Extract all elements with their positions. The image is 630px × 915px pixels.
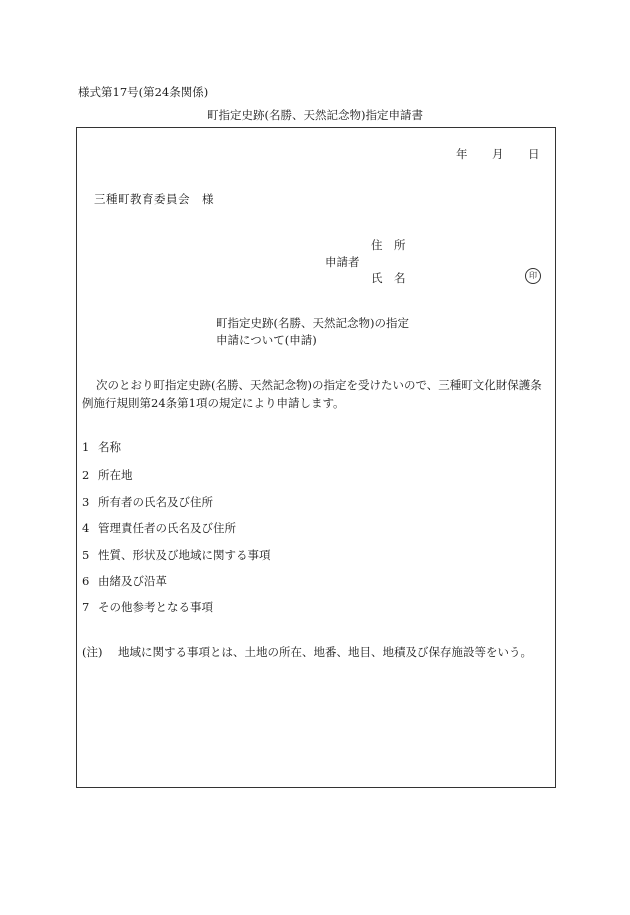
addressee: 三種町教育委員会 様 <box>94 192 214 206</box>
name-label: 氏 名 <box>371 271 406 285</box>
item-label: 所在地 <box>98 468 133 482</box>
item-label: 所有者の氏名及び住所 <box>98 495 213 509</box>
body-text-line-1: 次のとおり町指定史跡(名勝、天然記念物)の指定を受けたいので、三種町文化財保護条 <box>96 378 542 392</box>
item-label: 由緒及び沿革 <box>98 574 167 588</box>
item-label: その他参考となる事項 <box>98 600 213 614</box>
item-number: 7 <box>82 600 90 614</box>
subject-line-1: 町指定史跡(名勝、天然記念物)の指定 <box>216 316 409 330</box>
list-item-manager <box>82 523 236 535</box>
item-label: 管理責任者の氏名及び住所 <box>98 521 236 535</box>
date-month-label: 月 <box>492 147 504 161</box>
date-day-label: 日 <box>528 147 540 161</box>
list-item-owner <box>82 497 213 509</box>
form-number: 様式第17号(第24条関係) <box>78 85 209 99</box>
footnote <box>82 647 532 659</box>
item-number: 1 <box>82 440 90 454</box>
body-text-line-2: 例施行規則第24条第1項の規定により申請します。 <box>82 396 345 410</box>
applicant-label: 申請者 <box>325 255 360 269</box>
item-number: 5 <box>82 548 90 562</box>
item-number: 3 <box>82 495 90 509</box>
list-item-history <box>82 576 167 588</box>
item-label: 名称 <box>98 440 121 454</box>
address-label: 住 所 <box>371 238 406 252</box>
list-item-location <box>82 470 133 482</box>
seal-mark: 印 <box>525 268 541 284</box>
note-text: 地域に関する事項とは、土地の所在、地番、地目、地積及び保存施設等をいう。 <box>118 645 532 659</box>
date-year-label: 年 <box>456 147 468 161</box>
list-item-name <box>82 442 121 454</box>
note-label: (注) <box>82 645 103 659</box>
item-label: 性質、形状及び地域に関する事項 <box>98 548 271 562</box>
item-number: 2 <box>82 468 90 482</box>
subject-line-2: 申請について(申請) <box>216 333 317 347</box>
list-item-other <box>82 602 213 614</box>
list-item-nature <box>82 550 271 562</box>
form-frame <box>76 127 556 788</box>
item-number: 6 <box>82 574 90 588</box>
item-number: 4 <box>82 521 90 535</box>
document-title: 町指定史跡(名勝、天然記念物)指定申請書 <box>207 108 423 122</box>
